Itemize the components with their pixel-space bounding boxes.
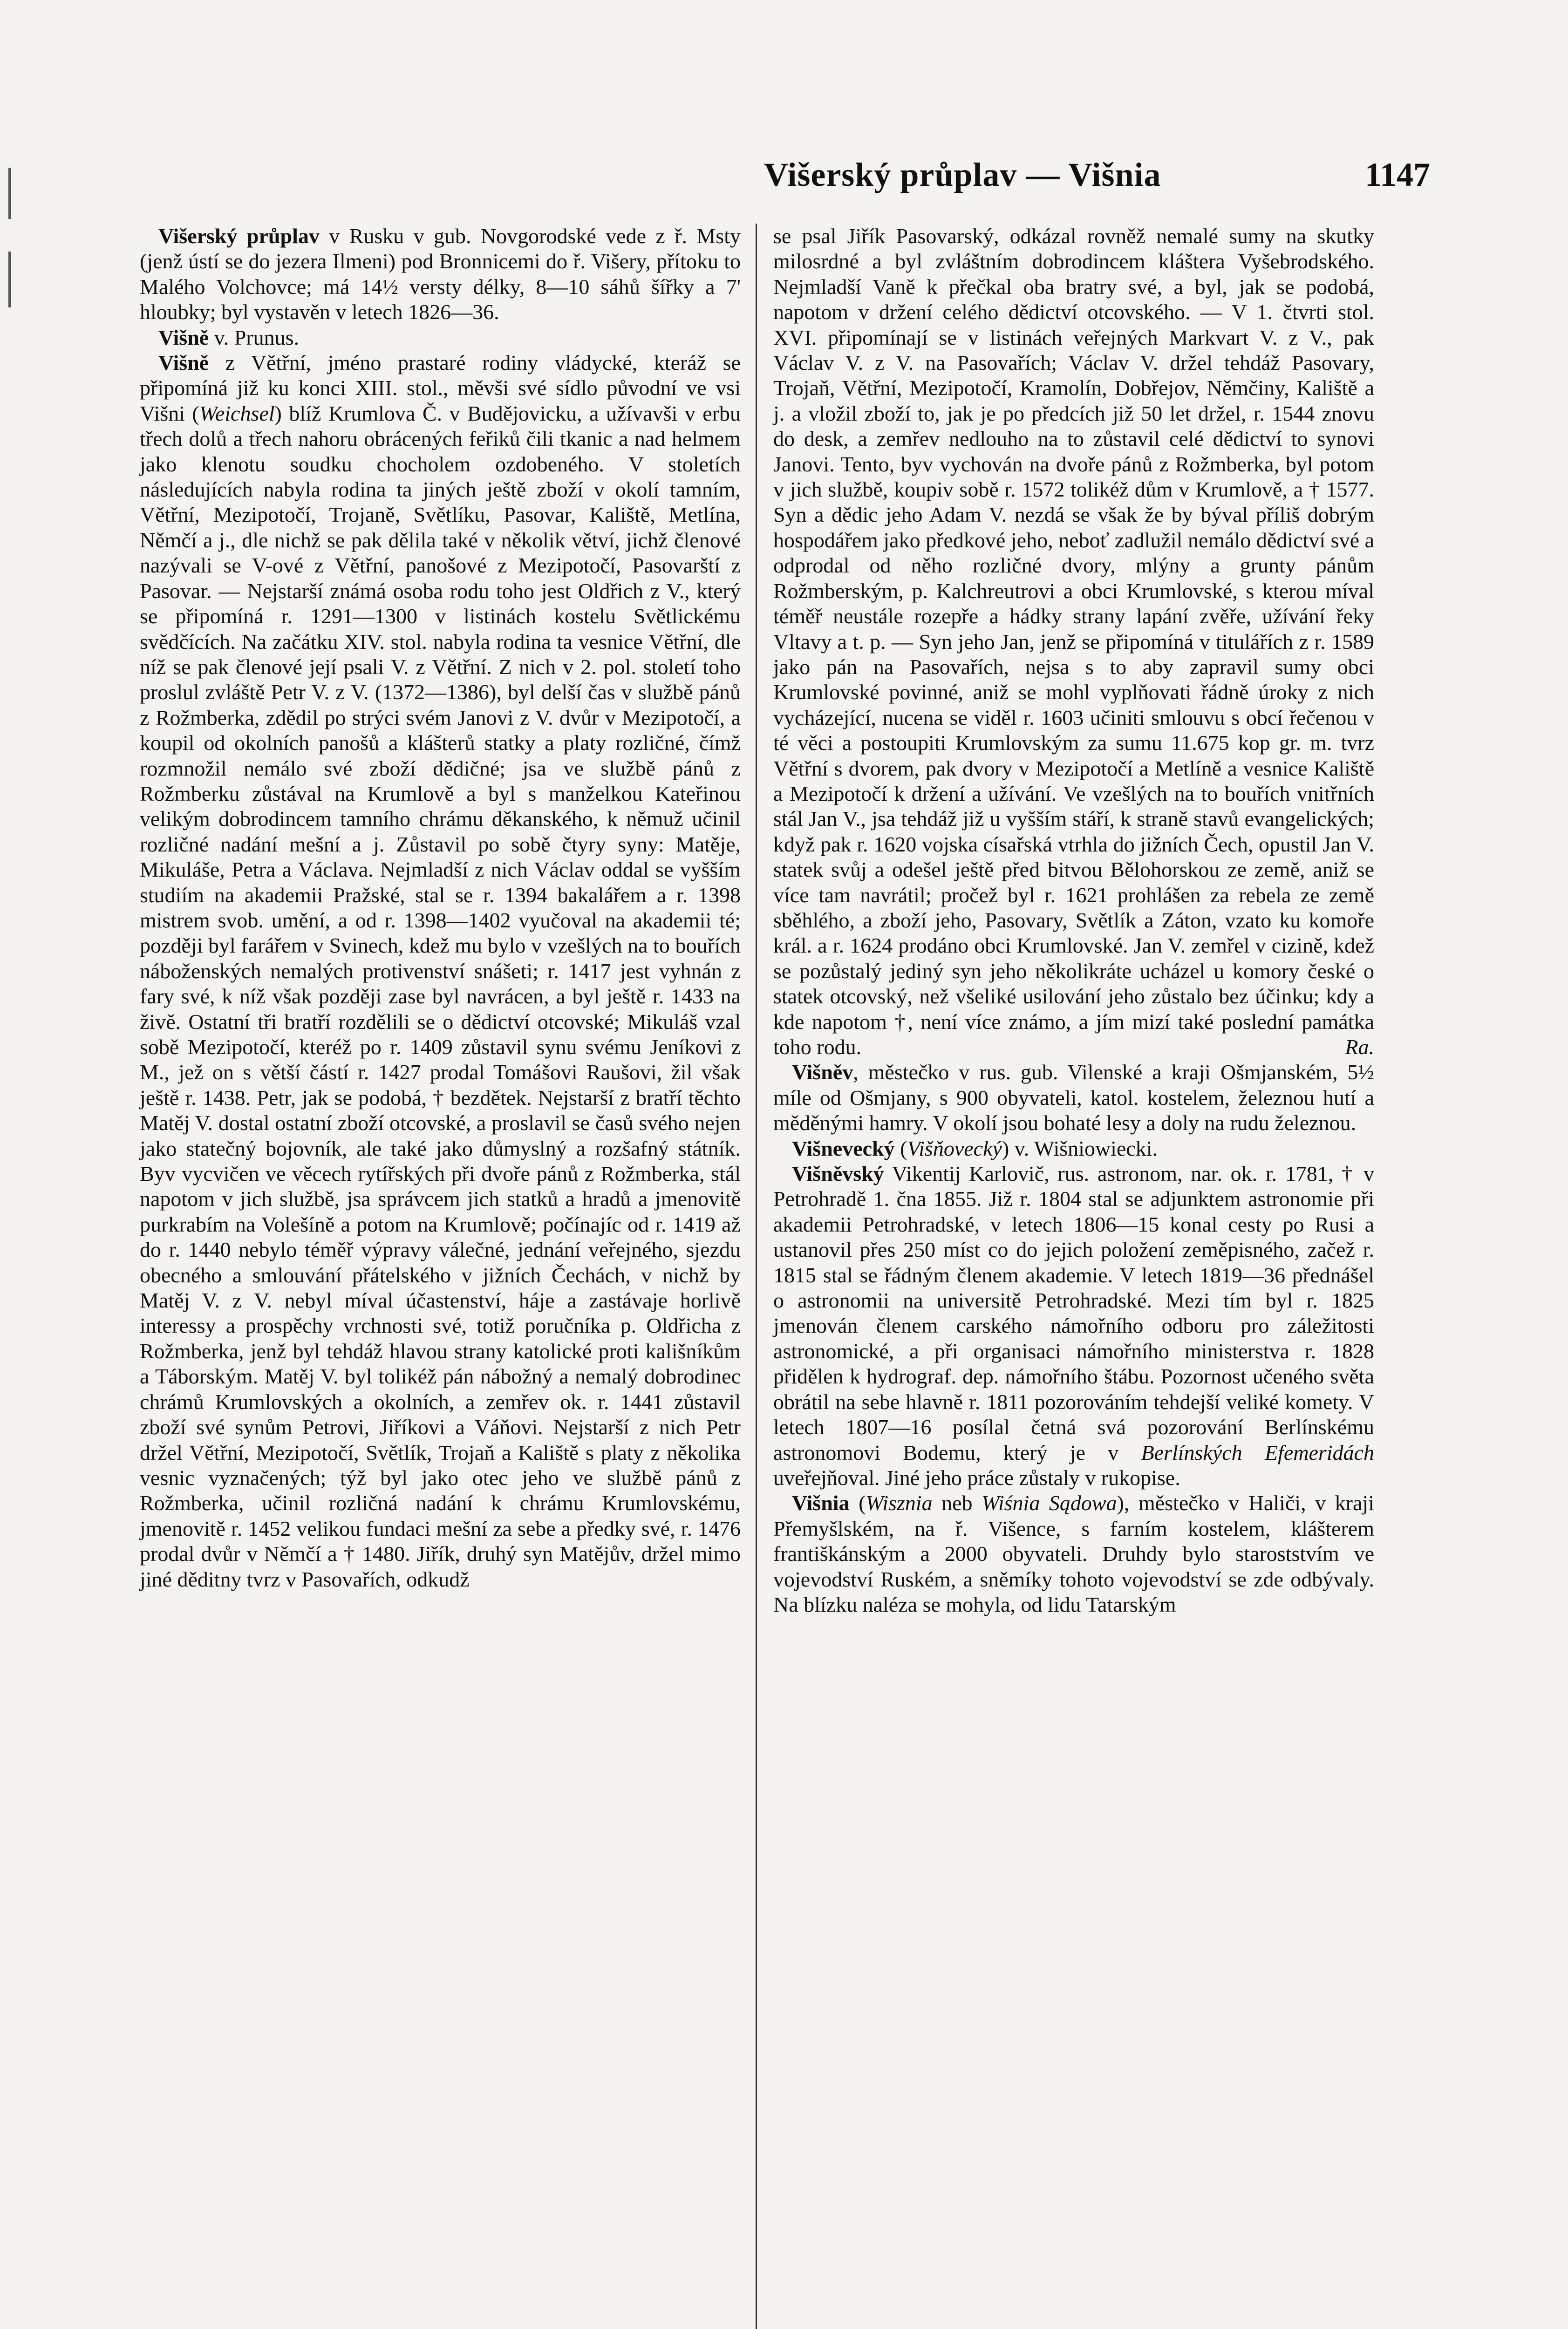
entry-visne-continued: [773, 224, 1374, 1060]
entry-text: ) v. Wišniowiecki.: [1002, 1136, 1158, 1160]
entry-text: , městečko v rus. gub. Vilenské a kraji Ošmjanském, 5½ míle od Ošmjany, s 900 obyvateli, katol. kostelem, železnou hutí a měděnými hamry. V okolí jsou bohaté lesy a doly na rudu železnou.: [773, 1060, 1374, 1135]
entry-headword: Višnia: [792, 1491, 850, 1515]
entry-headword: Višněvský: [792, 1162, 884, 1186]
entry-text-italic: Berlínských Efemeridách: [1141, 1440, 1374, 1464]
entry-text-italic: Wiśnia Sądowa: [982, 1491, 1117, 1515]
entry-headword: Višněv: [792, 1060, 853, 1084]
entry-visnia: [773, 1491, 1374, 1617]
left-column: [140, 224, 741, 1592]
entry-text-italic: Weichsel: [199, 401, 275, 425]
entry-text: ), městečko v Haliči, v kraji Přemyšlském, na ř. Višence, s farním kostelem, klášterem františkánským a 2000 obyvateli. Druhdy bylo staroststvím ve vojevodství Ruském, a sněmíky tohoto vojevodství se zde odbývaly. Na blízku naléza se mohyla, od lidu Tatarským: [773, 1491, 1374, 1616]
page-number: 1147: [1364, 156, 1430, 193]
entry-text-italic: Višňovecký: [907, 1136, 1002, 1160]
entry-visne-z-vetrni: [140, 350, 741, 1592]
entry-text: v Rusku v gub. Novgorodské vede z ř. Msty (jenž ústí se do jezera Ilmeni) pod Bronnicemi do ř. Višery, přítoku to Malého Volchovce; má 14½ versty délky, 8—10 sáhů šířky a 7' hloubky; byl vystavěn v letech 1826—36.: [140, 224, 741, 324]
scan-edge-mark: [8, 252, 11, 307]
entry-text: se psal Jiřík Pasovarský, odkázal rovněž nemalé sumy na skutky milosrdné a byl zvláštním dobrodincem kláštera Vyšebrodského. Nejmladší Vaně k přečkal oba bratry své, a byl, jak se podobá, napotom v držení celého dědictví otcovského. — V 1. čtvrti stol. XVI. připomínají se v listinách veřejných Markvart V. z V., pak Václav V. z V. na Pasovařích; Václav V. držel tehdáž Pasovary, Trojaň, Větřní, Mezipotočí, Kramolín, Dobřejov, Němčiny, Kaliště a j. a vložil zboží to, jak je po předcích již 50 let držel, r. 1544 znovu do desk, a zemřev nedlouho na to zůstavil celé dědictví to synovi Janovi. Tento, byv vychován na dvoře pánů z Rožmberka, byl potom v jich službě, koupiv sobě r. 1572 tolikéž dům v Krumlově, a † 1577. Syn a dědic jeho Adam V. nezdá se však že by býval příliš dobrým hospodářem jako předkové jeho, neboť zadlužil nemálo dědictví své a odprodal od něho rozličné dvory, mlýny a grunty pánům Rožmberským, p. Kalchreutrovi a obci Krumlovské, s kterou míval téměř neustále rozepře a hádky strany lapání zvěře, užívání řeky Vltavy a t. p. — Syn jeho Jan, jenž se připomíná v titulářích z r. 1589 jako pán na Pasovařích, nejsa s to aby zapravil sumy obci Krumlovské povinné, aniž se mohl vyplňovati řádně úroky z nich vycházející, nucena se viděl r. 1603 učiniti smlouvu s obcí řečenou v té věci a postoupiti Krumlovským za sumu 11.675 kop gr. m. tvrz Větřní s dvorem, pak dvory v Mezipotočí a Metlíně a vesnice Kaliště a Mezipotočí k držení a užívání. Ve vzešlých na to bouřích vnitřních stál Jan V., jsa tehdáž již u vyšším stáří, k straně stavů evangelických; když pak r. 1620 vojska císařská vtrhla do jižních Čech, opustil Jan V. statek svůj a odešel ještě před bitvou Bělohorskou ze země, aniž se více tam navrátil; pročež byl r. 1621 prohlášen za rebela ze země sběhlého, a zboží jeho, Pasovary, Světlík a Záton, vzato ku komoře král. a r. 1624 prodáno obci Krumlovské. Jan V. zemřel v cizině, kdež se pozůstalý jediný syn jeho několikráte ucházel u komory české o statek otcovský, než všeliké usilování jeho zůstalo bez účinku; kdy a kde napotom †, není více známo, a jím mizí také poslední památka toho rodu.: [773, 224, 1374, 1059]
author-signature: Ra.: [1345, 1035, 1374, 1059]
entry-visnevecky: [773, 1136, 1374, 1161]
entry-text: v. Prunus.: [214, 325, 300, 349]
entry-text: (: [894, 1136, 907, 1160]
right-column: [773, 224, 1374, 1617]
entry-headword: Višnevecký: [792, 1136, 895, 1160]
running-header: [764, 156, 1430, 193]
entry-visnev: [773, 1060, 1374, 1136]
entry-text: (: [849, 1491, 866, 1515]
entry-text: z Větřní, jméno prastaré rodiny vládycké, kteráž se připomíná již ku konci XIII. stol., měvši své sídlo původní ve vsi Višni (: [140, 351, 741, 425]
column-divider: [756, 224, 757, 2329]
entry-text: Vikentij Karlovič, rus. astronom, nar. ok. r. 1781, † v Petrohradě 1. čna 1855. Již r. 1804 stal se adjunktem astronomie při akademii Petrohradské, v letech 1806—15 konal cesty po Rusi a ustanovil přes 250 míst co do jejich položení zeměpisného, začež r. 1815 stal se řádným členem akademie. V letech 1819—36 přednášel o astronomii na universitě Petrohradské. Mezi tím byl r. 1825 jmenován členem carského námořního odboru pro záležitosti astronomické, a při organisaci námořního ministerstva r. 1828 přidělen k hydrograf. dep. námořního štábu. Pozornost učeného světa obrátil na sebe hlavně r. 1811 pozorováním tehdejší veliké komety. V letech 1807—16 posílal četná svá pozorování Berlínskému astronomovi Bodemu, který je v: [773, 1162, 1374, 1464]
entry-headword: Višerský průplav: [158, 224, 320, 248]
entry-headword: Višně: [158, 351, 209, 375]
header-title: Višerský průplav — Višnia: [764, 156, 1161, 193]
entry-viserský-pruplav: [140, 224, 741, 325]
entry-text: uveřejňoval. Jiné jeho práce zůstaly v rukopise.: [773, 1465, 1180, 1490]
entry-headword: Višně: [158, 325, 209, 349]
entry-visne-prunus: [140, 325, 741, 350]
scan-edge-mark: [8, 168, 11, 219]
entry-visnevsky: [773, 1161, 1374, 1491]
entry-text-italic: Wisznia: [866, 1491, 933, 1515]
entry-text: neb: [932, 1491, 982, 1515]
entry-text: ) blíž Krumlova Č. v Budějovicku, a užívavši v erbu třech dolů a třech nahoru obrácených feřiků čili tkanic a nad helmem jako klenotu soudku chocholem ozdobeného. V stoletích následujících nabyla rodina ta jiných ještě zboží v okolí tamním, Větřní, Mezipotočí, Trojaně, Světlíku, Pasovar, Kaliště, Metlína, Němčí a j., dle nichž se pak dělila také v několik větví, jichž členové nazývali se V-ové z Větřní, panošové z Mezipotočí, Pasovarští z Pasovar. — Nejstarší známá osoba rodu toho jest Oldřich z V., který se připomíná r. 1291—1300 v listinách kostelu Světlickému svědčících. Na začátku XIV. stol. nabyla rodina ta vesnice Větřní, dle níž se pak členové její psali V. z Větřní. Z nich v 2. pol. století toho proslul zvláště Petr V. z V. (1372—1386), byl delší čas v službě pánů z Rožmberka, zdědil po strýci svém Janovi z V. dvůr v Mezipotočí, a koupil od okolních panošů a klášterů statky a platy rozličné, čímž rozmnožil nemálo své zboží dědičné; jsa ve službě pánů z Rožmberku zůstával na Krumlově a byl s manželkou Kateřinou velikým dobrodincem tamního chrámu děkanského, k němuž učinil rozličné nadání mešní a j. Zůstavil po sobě čtyry syny: Matěje, Mikuláše, Petra a Václava. Nejmladší z nich Václav oddal se vyšším studiím na akademii Pražské, stal se r. 1394 bakalářem a r. 1398 mistrem svob. umění, a od r. 1398—1402 vyučoval na akademii té; později byl farářem v Svinech, kdež mu bylo v vzešlých na to bouřích náboženských nemalých protivenství snášeti; r. 1417 jest vyhnán z fary své, k níž však později zase byl navrácen, a byl ještě r. 1433 na živě. Ostatní tři bratří rozdělili se o dědictví otcovské; Mikuláš vzal sobě Mezipotočí, kteréž po r. 1409 zůstavil synu svému Jeníkovi z M., jež on s větší částí r. 1427 prodal Tomášovi Raušovi, žil však ještě r. 1438. Petr, jak se podobá, † bezdětek. Nejstarší z bratří těchto Matěj V. dostal ostatní zboží otcovské, a proslavil se časů svého nejen jako statečný bojovník, ale také jako důmyslný a rozšafný státník. Byv vycvičen ve věcech rytířských při dvoře pánů z Rožmberka, stál napotom v jich službě, jsa správcem jich statků a hradů a jmenovitě purkrabím na Volešíně a potom na Krumlově; počínajíc od r. 1419 až do r. 1440 nebylo téměř výpravy válečné, jednání veřejného, sjezdu obecného a smlouvání přátelského v jižních Čechách, v nichž by Matěj V. z V. nebyl míval účastenství, háje a zastávaje horlivě interessy a prospěchy vrchnosti své, totiž poručníka p. Oldřicha z Rožmberka, jenž byl tehdáž hlavou strany katolické proti kališníkům a Táborským. Matěj V. byl tolikéž pán nábožný a nemalý dobrodinec chrámů Krumlovských a okolních, a zemřev ok. r. 1441 zůstavil zboží své synům Petrovi, Jiříkovi a Váňovi. Nejstarší z nich Petr držel Větřní, Mezipotočí, Světlík, Trojaň a Kaliště s platy z několika vesnic vyznačených; týž byl jako otec jeho ve službě pánů z Rožmberka, učinil rozličná nadání k chrámu Krumlovskému, jmenovitě r. 1452 velikou fundaci mešní za sebe a předky své, r. 1476 prodal dvůr v Němčí a † 1480. Jiřík, druhý syn Matějův, držel mimo jiné děditny tvrz v Pasovařích, odkudž: [140, 401, 741, 1591]
